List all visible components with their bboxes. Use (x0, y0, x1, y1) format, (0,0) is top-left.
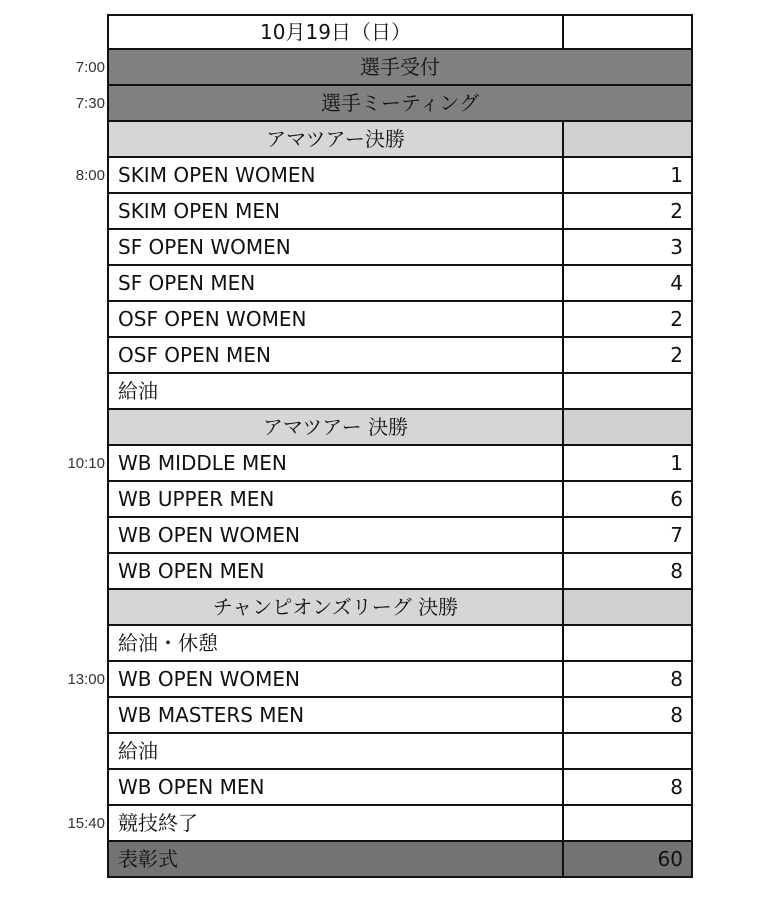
event-label: OSF OPEN WOMEN (109, 302, 564, 336)
row-cells (107, 302, 693, 338)
time-label (0, 410, 105, 446)
heat-count (564, 806, 691, 840)
row-cells (107, 86, 693, 122)
event-label: 表彰式 (109, 842, 564, 876)
time-label (0, 698, 105, 734)
heat-count (564, 122, 691, 156)
heat-count: 7 (670, 523, 683, 547)
header-row (0, 14, 768, 50)
time-label (0, 770, 105, 806)
row-cells (107, 50, 693, 86)
event-label: WB OPEN WOMEN (109, 518, 564, 552)
heat-count: 8 (670, 667, 683, 691)
row-cells (107, 734, 693, 770)
time-label (0, 590, 105, 626)
row-cells (107, 374, 693, 410)
schedule-row (0, 374, 768, 410)
time-label (0, 14, 105, 50)
time-label (0, 626, 105, 662)
row-cells (107, 230, 693, 266)
header-cells (107, 14, 693, 50)
event-label: チャンピオンズリーグ 決勝 (109, 590, 564, 624)
schedule-rows (0, 50, 768, 878)
event-label: SF OPEN WOMEN (109, 230, 564, 264)
event-label: SF OPEN MEN (109, 266, 564, 300)
schedule-row (0, 194, 768, 230)
schedule-row (0, 410, 768, 446)
event-label: 選手ミーティング (321, 91, 479, 115)
event-label: 競技終了 (109, 806, 564, 840)
schedule-row (0, 50, 768, 86)
heat-count: 2 (670, 199, 683, 223)
schedule-row (0, 770, 768, 806)
row-cells (107, 662, 693, 698)
time-label (0, 338, 105, 374)
heat-count: 8 (670, 559, 683, 583)
time-label (0, 842, 105, 878)
schedule-row (0, 734, 768, 770)
row-cells (107, 554, 693, 590)
heat-count (564, 410, 691, 444)
schedule-row (0, 698, 768, 734)
row-cells (107, 266, 693, 302)
event-label: アマツアー 決勝 (109, 410, 564, 444)
time-label (0, 230, 105, 266)
event-label: 給油 (109, 734, 564, 768)
heat-count: 8 (670, 703, 683, 727)
row-cells (107, 842, 693, 878)
event-label: WB OPEN MEN (109, 770, 564, 804)
event-label: 給油 (109, 374, 564, 408)
event-label: WB OPEN MEN (109, 554, 564, 588)
heat-count (564, 374, 691, 408)
schedule-row (0, 302, 768, 338)
date-title: 10月19日（日） (109, 16, 564, 48)
time-label (0, 194, 105, 230)
schedule-row (0, 122, 768, 158)
schedule-row (0, 266, 768, 302)
row-cells (107, 626, 693, 662)
event-label: 選手受付 (360, 55, 440, 79)
heat-count: 1 (670, 451, 683, 475)
heat-count: 2 (670, 307, 683, 331)
time-label (0, 518, 105, 554)
row-cells (107, 482, 693, 518)
row-cells (107, 590, 693, 626)
time-label: 10:10 (67, 455, 105, 472)
heat-count: 6 (670, 487, 683, 511)
row-cells (107, 338, 693, 374)
schedule-row (0, 662, 768, 698)
time-label: 7:30 (75, 95, 105, 112)
schedule-row (0, 446, 768, 482)
row-cells (107, 770, 693, 806)
time-label (0, 482, 105, 518)
row-cells (107, 194, 693, 230)
heat-count: 3 (670, 235, 683, 259)
heat-count: 2 (670, 343, 683, 367)
event-label: OSF OPEN MEN (109, 338, 564, 372)
schedule-row (0, 86, 768, 122)
heat-count: 1 (670, 163, 683, 187)
schedule-row (0, 518, 768, 554)
heat-count (564, 626, 691, 660)
schedule-row (0, 554, 768, 590)
time-label (0, 266, 105, 302)
schedule-row (0, 842, 768, 878)
heat-count: 60 (657, 847, 683, 871)
row-cells (107, 698, 693, 734)
schedule-row (0, 482, 768, 518)
row-cells (107, 410, 693, 446)
time-label: 15:40 (67, 815, 105, 832)
time-label (0, 554, 105, 590)
time-label (0, 302, 105, 338)
time-label (0, 122, 105, 158)
heat-count (564, 734, 691, 768)
event-label: SKIM OPEN MEN (109, 194, 564, 228)
time-label (0, 734, 105, 770)
row-cells (107, 806, 693, 842)
row-cells (107, 158, 693, 194)
heat-count (564, 590, 691, 624)
schedule-sheet (0, 14, 768, 878)
time-label (0, 374, 105, 410)
schedule-row (0, 590, 768, 626)
row-cells (107, 518, 693, 554)
schedule-row (0, 626, 768, 662)
schedule-row (0, 158, 768, 194)
event-label: SKIM OPEN WOMEN (109, 158, 564, 192)
event-label: WB MIDDLE MEN (109, 446, 564, 480)
row-cells (107, 122, 693, 158)
time-label: 7:00 (75, 59, 105, 76)
schedule-row (0, 338, 768, 374)
row-cells (107, 446, 693, 482)
event-label: WB UPPER MEN (109, 482, 564, 516)
heat-count: 4 (670, 271, 683, 295)
header-num-cell (564, 16, 691, 48)
schedule-row (0, 806, 768, 842)
event-label: WB MASTERS MEN (109, 698, 564, 732)
event-label: 給油・休憩 (109, 626, 564, 660)
time-label: 8:00 (75, 167, 105, 184)
schedule-row (0, 230, 768, 266)
heat-count: 8 (670, 775, 683, 799)
event-label: アマツアー決勝 (109, 122, 564, 156)
time-label: 13:00 (67, 671, 105, 688)
event-label: WB OPEN WOMEN (109, 662, 564, 696)
